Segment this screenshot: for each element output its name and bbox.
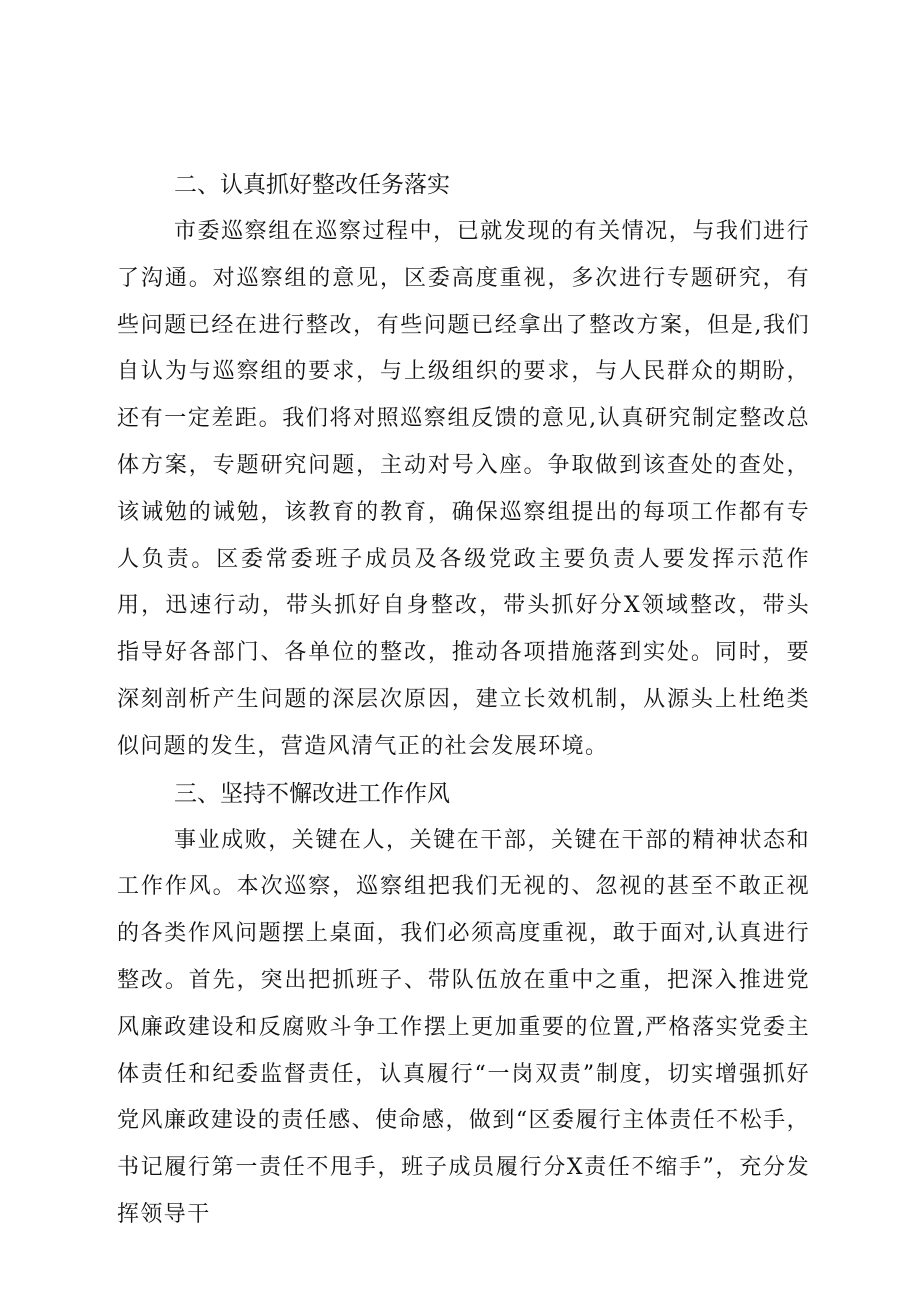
section-paragraph-2: 市委巡察组在巡察过程中，已就发现的有关情况，与我们进行了沟通。对巡察组的意见，区委高度重视，多次进行专题研究，有些问题已经在进行整改，有些问题已经拿出了整改方案，但是,我们自认为与巡察组的要求，与上级组织的要求，与人民群众的期盼，还有一定差距。我们将对照巡察组反馈的意见,认真研究制定整改总体方案，专题研究问题，主动对号入座。争取做到该查处的查处，该诫勉的诫勉，该教育的教育，确保巡察组提出的每项工作都有专人负责。区委常委班子成员及各级党政主要负责人要发挥示范作用，迅速行动，带头抓好自身整改，带头抓好分X领域整改，带头指导好各部门、各单位的整改，推动各项措施落到实处。同时，要深刻剖析产生问题的深层次原因，建立长效机制，从源头上杜绝类似问题的发生，营造风清气正的社会发展环境。: [117, 219, 810, 759]
section-heading-3: 三、坚持不懈改进工作作风: [174, 780, 450, 807]
section-heading-2: 二、认真抓好整改任务落实: [174, 172, 450, 198]
section-paragraph-3: 事业成败，关键在人，关键在干部，关键在干部的精神状态和工作作风。本次巡察，巡察组把我们无视的、忽视的甚至不敢正视的各类作风问题摆上桌面，我们必须高度重视，敢于面对,认真进行整改。首先，突出把抓班子、带队伍放在重中之重，把深入推进党风廉政建设和反腐败斗争工作摆上更加重要的位置,严格落实党委主体责任和纪委监督责任，认真履行“一岗双责”制度，切实增强抓好党风廉政建设的责任感、使命感，做到“区委履行主体责任不松手，书记履行第一责任不甩手，班子成员履行分X责任不缩手”，充分发挥领导干: [117, 827, 810, 1227]
document-body: [117, 162, 810, 1239]
